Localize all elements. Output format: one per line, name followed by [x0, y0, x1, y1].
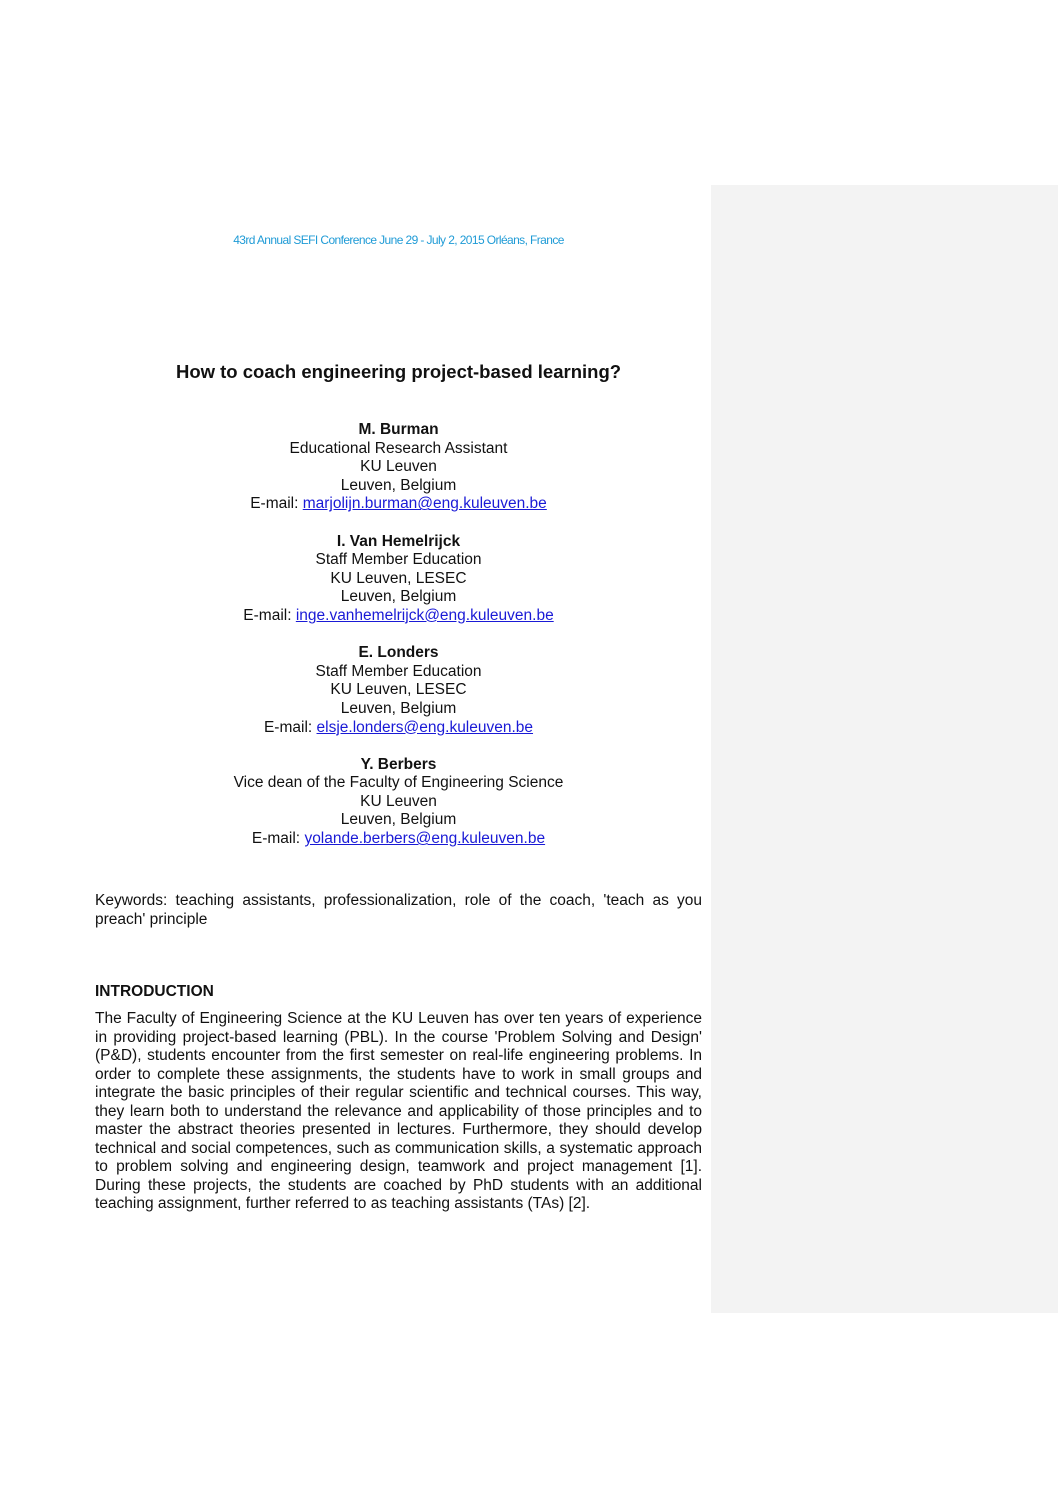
author-list — [95, 421, 702, 867]
author-affiliation: KU Leuven, LESEC — [330, 681, 467, 699]
email-link[interactable]: marjolijn.burman@eng.kuleuven.be — [302, 495, 547, 513]
email-label: E-mail: — [243, 606, 296, 624]
email-label: E-mail: — [263, 718, 317, 736]
introduction-paragraph: The Faculty of Engineering Science at the KU Leuven has over ten years of experience in providing project-based learning (PBL). In the course 'Problem Solving and Design' (P&D), students encounter from the first semester on real-life engineering problems. In order to complete these assignments, the students have to work in small groups and integrate the basic principles of their regular scientific and technical courses. This way, they learn both to understand the relevance and applicability of those principles and to master the abstract theories presented in lectures. Furthermore, they should develop technical and social competences, such as communication skills, a systematic approach to problem solving and engineering design, teamwork and project management [1]. During these projects, the students are coached by PhD students with an additional teaching assignment, further referred to as teaching assistants (TAs) [2]. — [95, 1010, 702, 1212]
introduction-heading: INTRODUCTION — [95, 983, 214, 1000]
paper-title: How to coach engineering project-based learning? — [175, 361, 622, 382]
author-block-van-hemelrijck — [95, 533, 702, 626]
author-affiliation: KU Leuven — [360, 458, 437, 476]
conference-header: 43rd Annual SEFI Conference June 29 - July 2, 2015 Orléans, France — [233, 233, 564, 247]
email-link[interactable]: yolande.berbers@eng.kuleuven.be — [304, 830, 546, 848]
author-email-line — [95, 719, 702, 738]
author-role: Educational Research Assistant — [289, 439, 508, 457]
author-location: Leuven, Belgium — [340, 811, 457, 829]
author-block-berbers — [95, 756, 702, 849]
author-location: Leuven, Belgium — [340, 588, 457, 606]
author-role: Staff Member Education — [315, 551, 482, 569]
email-label: E-mail: — [250, 495, 303, 513]
author-location: Leuven, Belgium — [340, 476, 457, 494]
author-role: Vice dean of the Faculty of Engineering Science — [233, 774, 564, 792]
author-email-line — [95, 495, 702, 514]
email-link[interactable]: elsje.londers@eng.kuleuven.be — [316, 718, 534, 736]
email-link[interactable]: inge.vanhemelrijck@eng.kuleuven.be — [295, 606, 554, 624]
author-email-line — [95, 607, 702, 626]
author-block-burman — [95, 421, 702, 514]
author-name: I. Van Hemelrijck — [336, 532, 461, 550]
author-name: M. Burman — [358, 421, 439, 438]
author-email-line — [95, 830, 702, 849]
author-block-londers — [95, 644, 702, 737]
comment-margin-pane — [711, 185, 1058, 1313]
author-name: E. Londers — [358, 644, 439, 662]
keywords-paragraph: Keywords: teaching assistants, professionalization, role of the coach, 'teach as you preach' principle — [95, 892, 702, 928]
author-location: Leuven, Belgium — [340, 699, 457, 717]
author-name: Y. Berbers — [360, 755, 437, 773]
email-label: E-mail: — [251, 830, 305, 848]
author-affiliation: KU Leuven, LESEC — [330, 569, 467, 587]
author-role: Staff Member Education — [315, 662, 482, 680]
author-affiliation: KU Leuven — [360, 792, 437, 810]
